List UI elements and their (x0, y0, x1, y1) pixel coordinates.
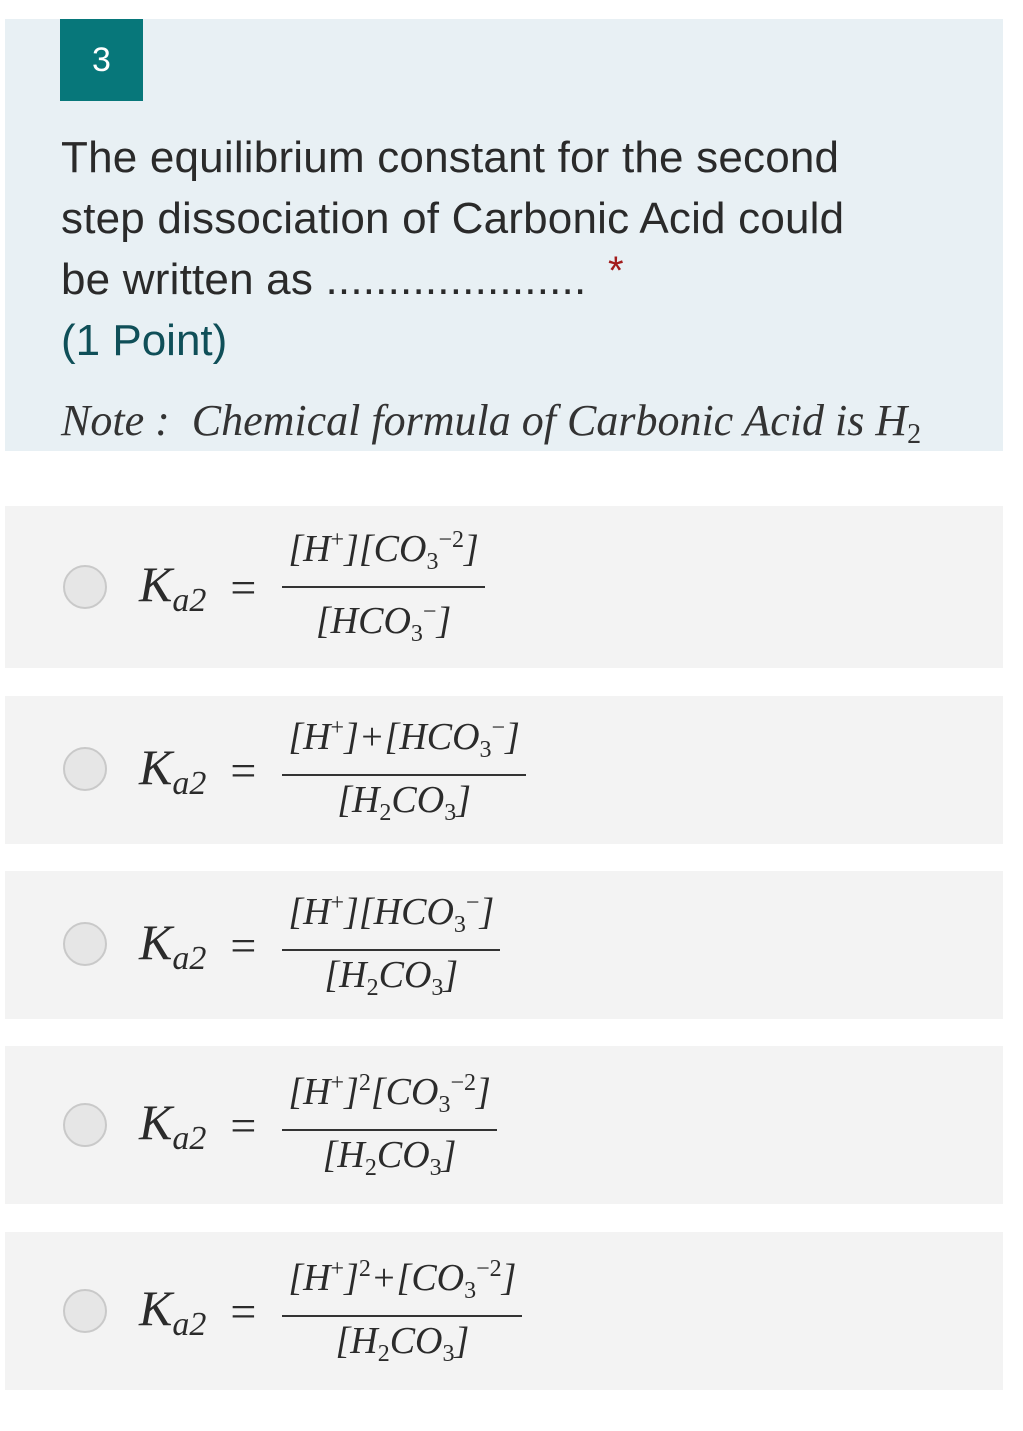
formula-part-text: ] (344, 1256, 359, 1299)
formula-part-text: ] (454, 1319, 470, 1362)
formula-part-text: ] (464, 528, 479, 570)
formula-part-sup: + (330, 714, 345, 741)
formula-part-text: ] (476, 1070, 491, 1113)
formula-part-sub: 3 (438, 1091, 451, 1118)
formula-lhs-symbol: K (139, 555, 173, 612)
formula-numerator (282, 704, 526, 776)
option-formula (139, 527, 485, 647)
formula-part-text: [H (324, 953, 367, 996)
formula-part-sub: 3 (464, 1277, 477, 1304)
option-formula (139, 1256, 522, 1366)
question-text-line: The equilibrium constant for the second (61, 133, 840, 182)
formula-part-text: [H (288, 715, 331, 758)
option-formula (139, 716, 526, 824)
formula-part-text: ]+[HCO (344, 715, 480, 758)
formula-numerator (282, 1245, 522, 1317)
formula-part-text: [H (288, 1070, 331, 1113)
formula-lhs-symbol: K (139, 738, 173, 795)
question-text-line: be written as ..................... (61, 255, 587, 304)
formula-lhs-subscript: a2 (172, 764, 207, 802)
formula-denominator (331, 776, 477, 837)
formula-part-sub: 3 (426, 549, 439, 575)
formula-part-text: [H (288, 1256, 331, 1299)
question-text (61, 127, 921, 310)
formula-fraction (282, 1245, 522, 1378)
option-formula (139, 891, 500, 999)
answer-option-2[interactable] (5, 696, 1003, 844)
formula-part-sub: 2 (379, 799, 392, 826)
radio-button[interactable] (63, 922, 107, 966)
formula-equals: = (230, 919, 257, 971)
formula-part-text: CO (373, 528, 427, 570)
formula-part-sup: 2 (358, 1255, 371, 1282)
formula-part-sup: 2 (358, 1069, 371, 1096)
question-text-line: step dissociation of Carbonic Acid could (61, 194, 845, 243)
formula-part-sup: −2 (450, 1069, 477, 1096)
formula-fraction (282, 879, 500, 1012)
question-number-badge: 3 (60, 19, 143, 101)
question-card (5, 19, 1003, 451)
formula-part-sup: + (330, 1255, 345, 1282)
formula-part-text: ] (436, 600, 452, 642)
formula-denominator (318, 951, 464, 1012)
formula-numerator (282, 516, 485, 588)
formula-denominator (329, 1317, 475, 1378)
formula-part-sup: + (330, 889, 345, 916)
formula-fraction (282, 704, 526, 837)
formula-lhs-subscript: a2 (172, 1305, 207, 1343)
formula-lhs-symbol: K (139, 913, 173, 970)
formula-fraction (282, 1059, 497, 1192)
formula-part-text: ][ (344, 528, 374, 570)
formula-part-sub: 3 (479, 736, 492, 763)
formula-denominator (310, 588, 457, 658)
formula-part-text: CO (378, 953, 432, 996)
answer-option-1[interactable] (5, 506, 1003, 668)
required-marker: * (608, 249, 624, 293)
radio-button[interactable] (63, 1103, 107, 1147)
formula-part-sub: 3 (431, 974, 444, 1001)
formula-part-sub: 3 (444, 799, 457, 826)
formula-equals: = (230, 1285, 257, 1337)
question-note (61, 393, 921, 451)
formula-part-text: CO (391, 778, 445, 821)
formula-equals: = (230, 561, 257, 613)
formula-part-text: ][HCO (344, 890, 454, 933)
points-label: (1 Point) (61, 316, 228, 365)
formula-lhs-subscript: a2 (172, 939, 207, 977)
formula-lhs (139, 555, 206, 620)
formula-lhs-subscript: a2 (172, 581, 207, 619)
formula-part-sub: 2 (377, 1340, 390, 1367)
formula-part-sup: + (330, 1069, 345, 1096)
radio-button[interactable] (63, 747, 107, 791)
formula-part-sup: − (491, 714, 506, 741)
formula-lhs (139, 913, 206, 978)
formula-equals: = (230, 1099, 257, 1151)
answer-option-4[interactable] (5, 1046, 1003, 1204)
formula-part-sub: 3 (429, 1154, 442, 1181)
formula-part-text: ] (443, 953, 459, 996)
formula-part-sub: 3 (453, 911, 466, 938)
formula-part-sup: + (330, 527, 345, 553)
option-formula (139, 1070, 497, 1180)
note-text: Chemical formula of Carbonic Acid is H (191, 396, 908, 445)
formula-numerator (282, 1059, 497, 1131)
formula-numerator (282, 879, 500, 951)
formula-part-text: ] (505, 715, 520, 758)
formula-denominator (317, 1131, 463, 1192)
formula-part-text: CO (389, 1319, 443, 1362)
answer-option-5[interactable] (5, 1232, 1003, 1390)
formula-fraction (282, 516, 485, 658)
formula-part-sub: 3 (410, 621, 423, 647)
formula-equals: = (230, 744, 257, 796)
formula-part-sup: − (465, 889, 480, 916)
formula-part-sup: −2 (476, 1255, 502, 1282)
formula-lhs-symbol: K (139, 1093, 173, 1150)
formula-part-text: [H (288, 528, 331, 570)
formula-lhs-symbol: K (139, 1279, 173, 1336)
formula-part-text: [H (288, 890, 331, 933)
formula-part-sub: 2 (366, 974, 379, 1001)
formula-part-text: [H (337, 778, 380, 821)
formula-part-text: [HCO (315, 600, 411, 642)
formula-lhs (139, 1093, 206, 1158)
formula-part-text: ] (344, 1070, 359, 1113)
formula-lhs (139, 1279, 206, 1344)
radio-button[interactable] (63, 565, 107, 609)
formula-part-text: +[CO (370, 1256, 465, 1299)
formula-part-text: ] (501, 1256, 517, 1299)
formula-part-text: ] (479, 890, 495, 933)
radio-button[interactable] (63, 1289, 107, 1333)
answer-option-3[interactable] (5, 871, 1003, 1019)
formula-part-text: [H (335, 1319, 378, 1362)
formula-part-sup: − (422, 599, 437, 625)
formula-part-sup: −2 (438, 527, 465, 553)
formula-part-sub: 3 (442, 1340, 455, 1367)
formula-part-text: [H (322, 1133, 365, 1176)
formula-part-text: CO (376, 1133, 430, 1176)
formula-lhs-subscript: a2 (172, 1119, 207, 1157)
formula-part-sub: 2 (364, 1154, 377, 1181)
note-subscript: 2 (907, 419, 922, 450)
formula-part-text: ] (441, 1133, 457, 1176)
formula-lhs (139, 738, 206, 803)
formula-part-text: ] (456, 778, 472, 821)
note-prefix: Note : (61, 396, 170, 445)
formula-part-text: [CO (370, 1070, 439, 1113)
